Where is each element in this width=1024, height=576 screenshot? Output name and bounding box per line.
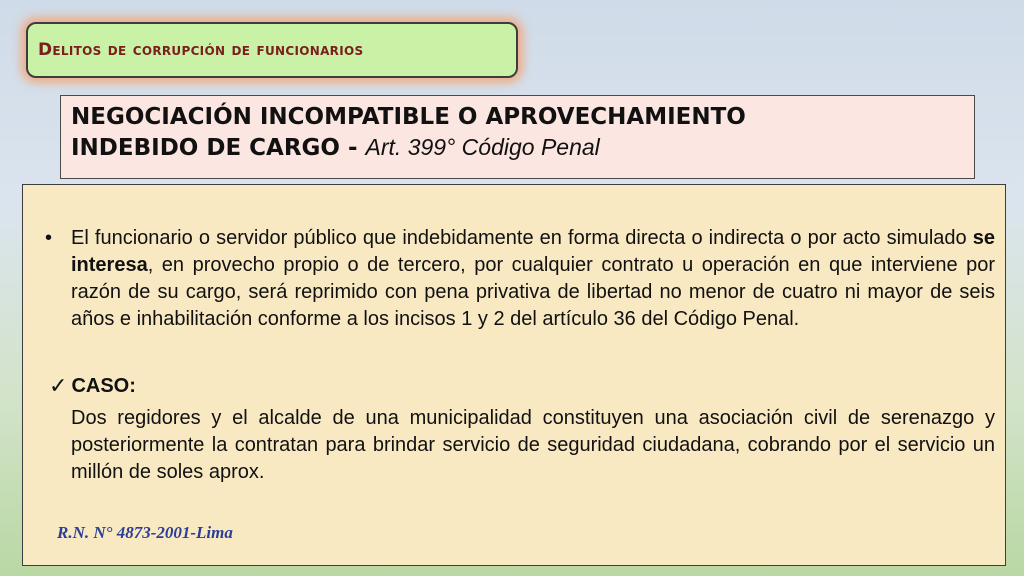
- paragraph-text-1: El funcionario o servidor público que indebidamente en forma directa o indirecta o por acto simulado: [71, 227, 973, 249]
- section-badge-text: Delitos de corrupción de funcionarios: [38, 40, 364, 60]
- title-line-1: NEGOCIACIÓN INCOMPATIBLE O APROVECHAMIENTO: [71, 104, 746, 130]
- article-reference: Art. 399° Código Penal: [365, 134, 600, 160]
- content-box: [22, 184, 1006, 566]
- title-line-2-main: INDEBIDO DE CARGO -: [71, 135, 366, 161]
- case-reference: R.N. N° 4873-2001-Lima: [57, 523, 233, 542]
- paragraph-bold-text: se interesa: [71, 227, 995, 276]
- article-paragraph: [71, 225, 995, 333]
- title-line-2: [71, 132, 964, 163]
- checkmark-icon: ✓: [49, 374, 68, 399]
- caso-label: CASO:: [71, 375, 136, 397]
- section-badge: [26, 22, 518, 78]
- caso-heading: [49, 373, 136, 400]
- paragraph-text-2: , en provecho propio o de tercero, por cualquier contrato u operación en que interviene por razón de su cargo, será reprimido con pena privativa de libertad no menor de cuatro ni mayor de seis años e inhabilitación conforme a los incisos 1 y 2 del artículo 36 del Código Penal.: [71, 254, 995, 330]
- bullet-icon: •: [45, 227, 53, 249]
- title-box: [60, 95, 975, 179]
- caso-paragraph: Dos regidores y el alcalde de una municipalidad constituyen una asociación civil de serenazgo y posteriormente la contratan para brindar servicio de seguridad ciudadana, cobrando por el servicio un millón de soles aprox.: [71, 407, 995, 483]
